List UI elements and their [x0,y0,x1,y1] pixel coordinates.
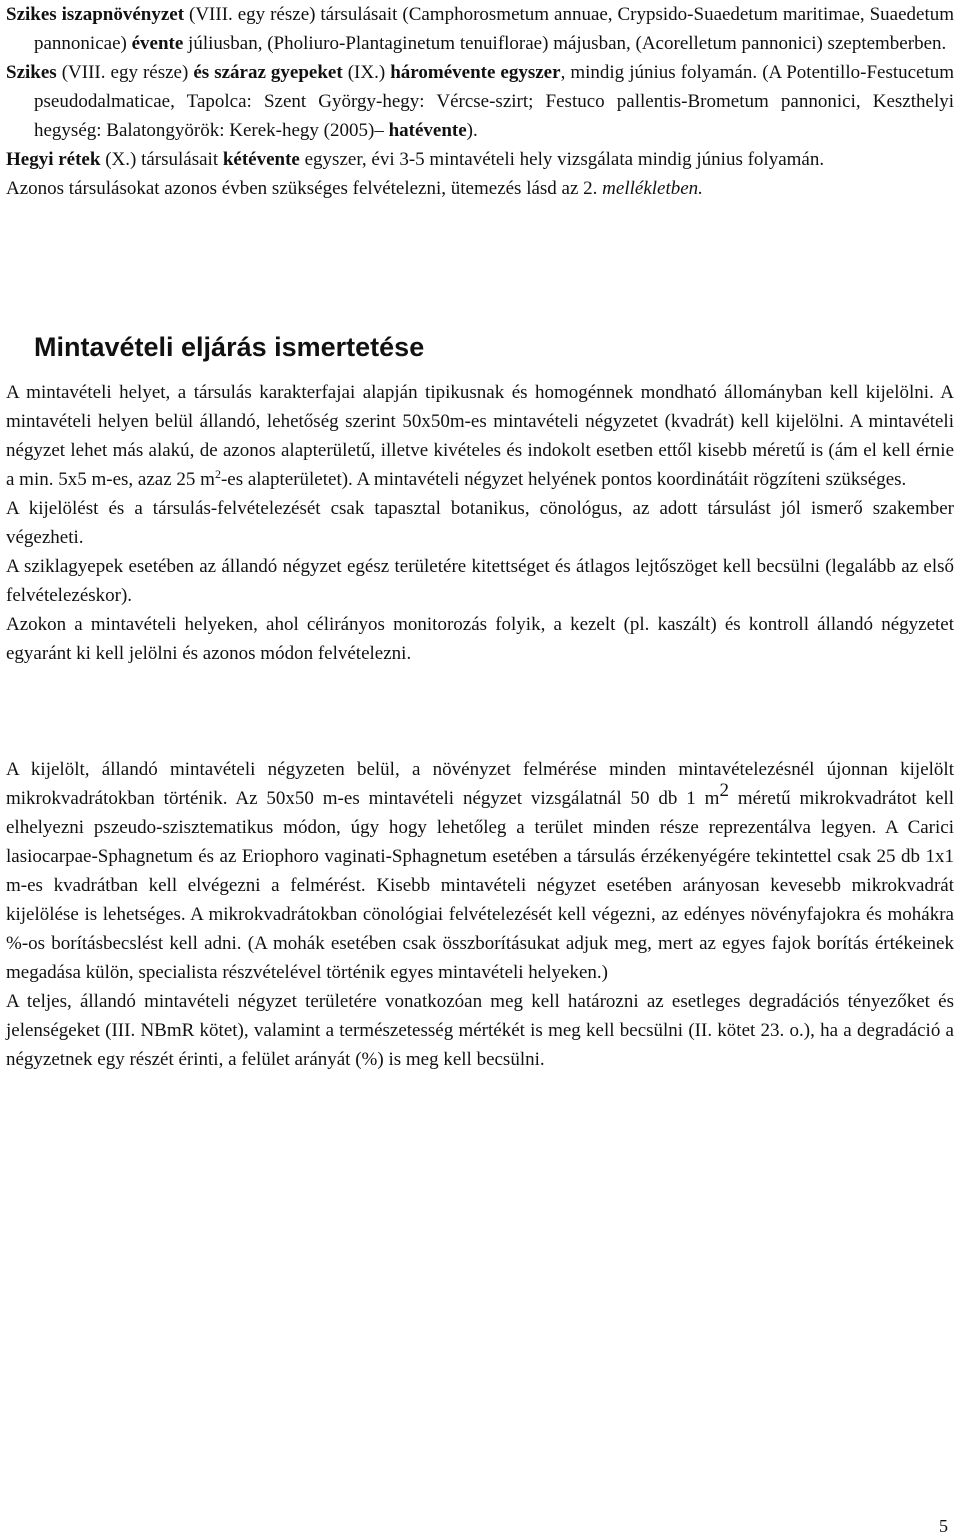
section-heading: Mintavételi eljárás ismertetése [34,332,425,362]
paragraph-rock-grassland-slope: A sziklagyepek esetében az állandó négyzet egész területére kitettséget és átlagos lejtőszöget kell becsülni (legalább az első felvételezéskor). [6,556,954,606]
paragraph-salt-dry-grasslands: Szikes (VIII. egy része) és száraz gyepeket (IX.) háromévente egyszer, mindig június folyamán. (A Potentillo-Festucetum pseudodalmaticae, Tapolca: Szent György-hegy: Vércse-szirt; Festuco pallentis-Brometum pannonici, Keszthelyi hegység: Balatongyörök: Kerek-hegy (2005)– hatévente). [6,62,955,141]
section-body [6,378,954,668]
page-number: 5 [939,1516,948,1536]
section-body-2 [6,755,954,1074]
paragraph-site-selection: A mintavételi helyet, a társulás karakterfajai alapján tipikusnak és homogénnek mondható állományban kell kijelölni. A mintavételi helyen belül állandó, lehetőség szerint 50x50m-es mintavételi négyzetet (kvadrát) kell kijelölni. A mintavételi négyzet lehet más alakú, de azonos alapterületű, illetve kivételes és indokolt esetben ettől kisebb méretű is (ám el kell érnie a min. 5x5 m-es, azaz 25 $m^2-es$ alapterületet). A mintavételi négyzet helyének pontos koordinátáit rögzíteni szükséges. [6,382,954,490]
paragraph-mountain-meadows: Hegyi rétek (X.) társulásait kétévente egyszer, évi 3-5 mintavételi hely vizsgálata mindig június folyamán. [6,149,825,170]
paragraph-same-year-note: Azonos társulásokat azonos évben szükséges felvételezni, ütemezés lásd az 2. mellékletben. [6,178,703,199]
paragraph-salt-mud-vegetation: Szikes iszapnövényzet (VIII. egy része) társulásait (Camphorosmetum annuae, Crypsido-Suaedetum maritimae, Suaedetum pannonicae) évente júliusban, (Pholiuro-Plantaginetum tenuiflorae) májusban, (Acorelletum pannonici) szeptemberben. [6,4,955,54]
paragraph-degradation: A teljes, állandó mintavételi négyzet területére vonatkozóan meg kell határozni az esetleges degradációs tényezőket és jelenségeket (III. NBmR kötet), valamint a természetesség mértékét is meg kell becsülni (II. kötet 23. o.), ha a degradáció a négyzetnek egy részét érinti, a felület arányát (%) is meg kell becsülni. [6,991,954,1070]
paragraph-treated-control: Azokon a mintavételi helyeken, ahol célirányos monitorozás folyik, a kezelt (pl. kaszált) és kontroll állandó négyzetet egyaránt ki kell jelölni és azonos módon felvételezni. [6,614,954,664]
paragraph-expert-requirement: A kijelölést és a társulás-felvételezését csak tapasztal botanikus, cönológus, az adott társulást jól ismerő szakember végezheti. [6,498,954,548]
schedule-list [6,0,954,203]
paragraph-microquadrats: A kijelölt, állandó mintavételi négyzeten belül, a növényzet felmérése minden mintavételezésnél újonnan kijelölt mikrokvadrátokban történik. Az 50x50 m-es mintavételi négyzet vizsgálatnál 50 db 1 m2 méretű mikrokvadrátot kell elhelyezni pszeudo-szisztematikus módon, úgy hogy lehetőleg a terület minden része reprezentálva legyen. A Carici lasiocarpae-Sphagnetum és az Eriophoro vaginati-Sphagnetum esetében a társulás érzékenyégére tekintettel csak 25 db 1x1 m-es kvadrátban kell elvégezni a felmérést. Kisebb mintavételi négyzet esetében arányosan kevesebb mikrokvadrát kijelölése is lehetséges. A mikrokvadrátokban cönológiai felvételezését kell végezni, az edényes növényfajokra és mohákra %-os borításbecslést kell adni. (A mohák esetében csak összborításukat adjuk meg, mert az egyes fajok borítás értékeinek megadása külön, specialista részvételével történik egyes mintavételi helyeken.) [6,759,954,983]
